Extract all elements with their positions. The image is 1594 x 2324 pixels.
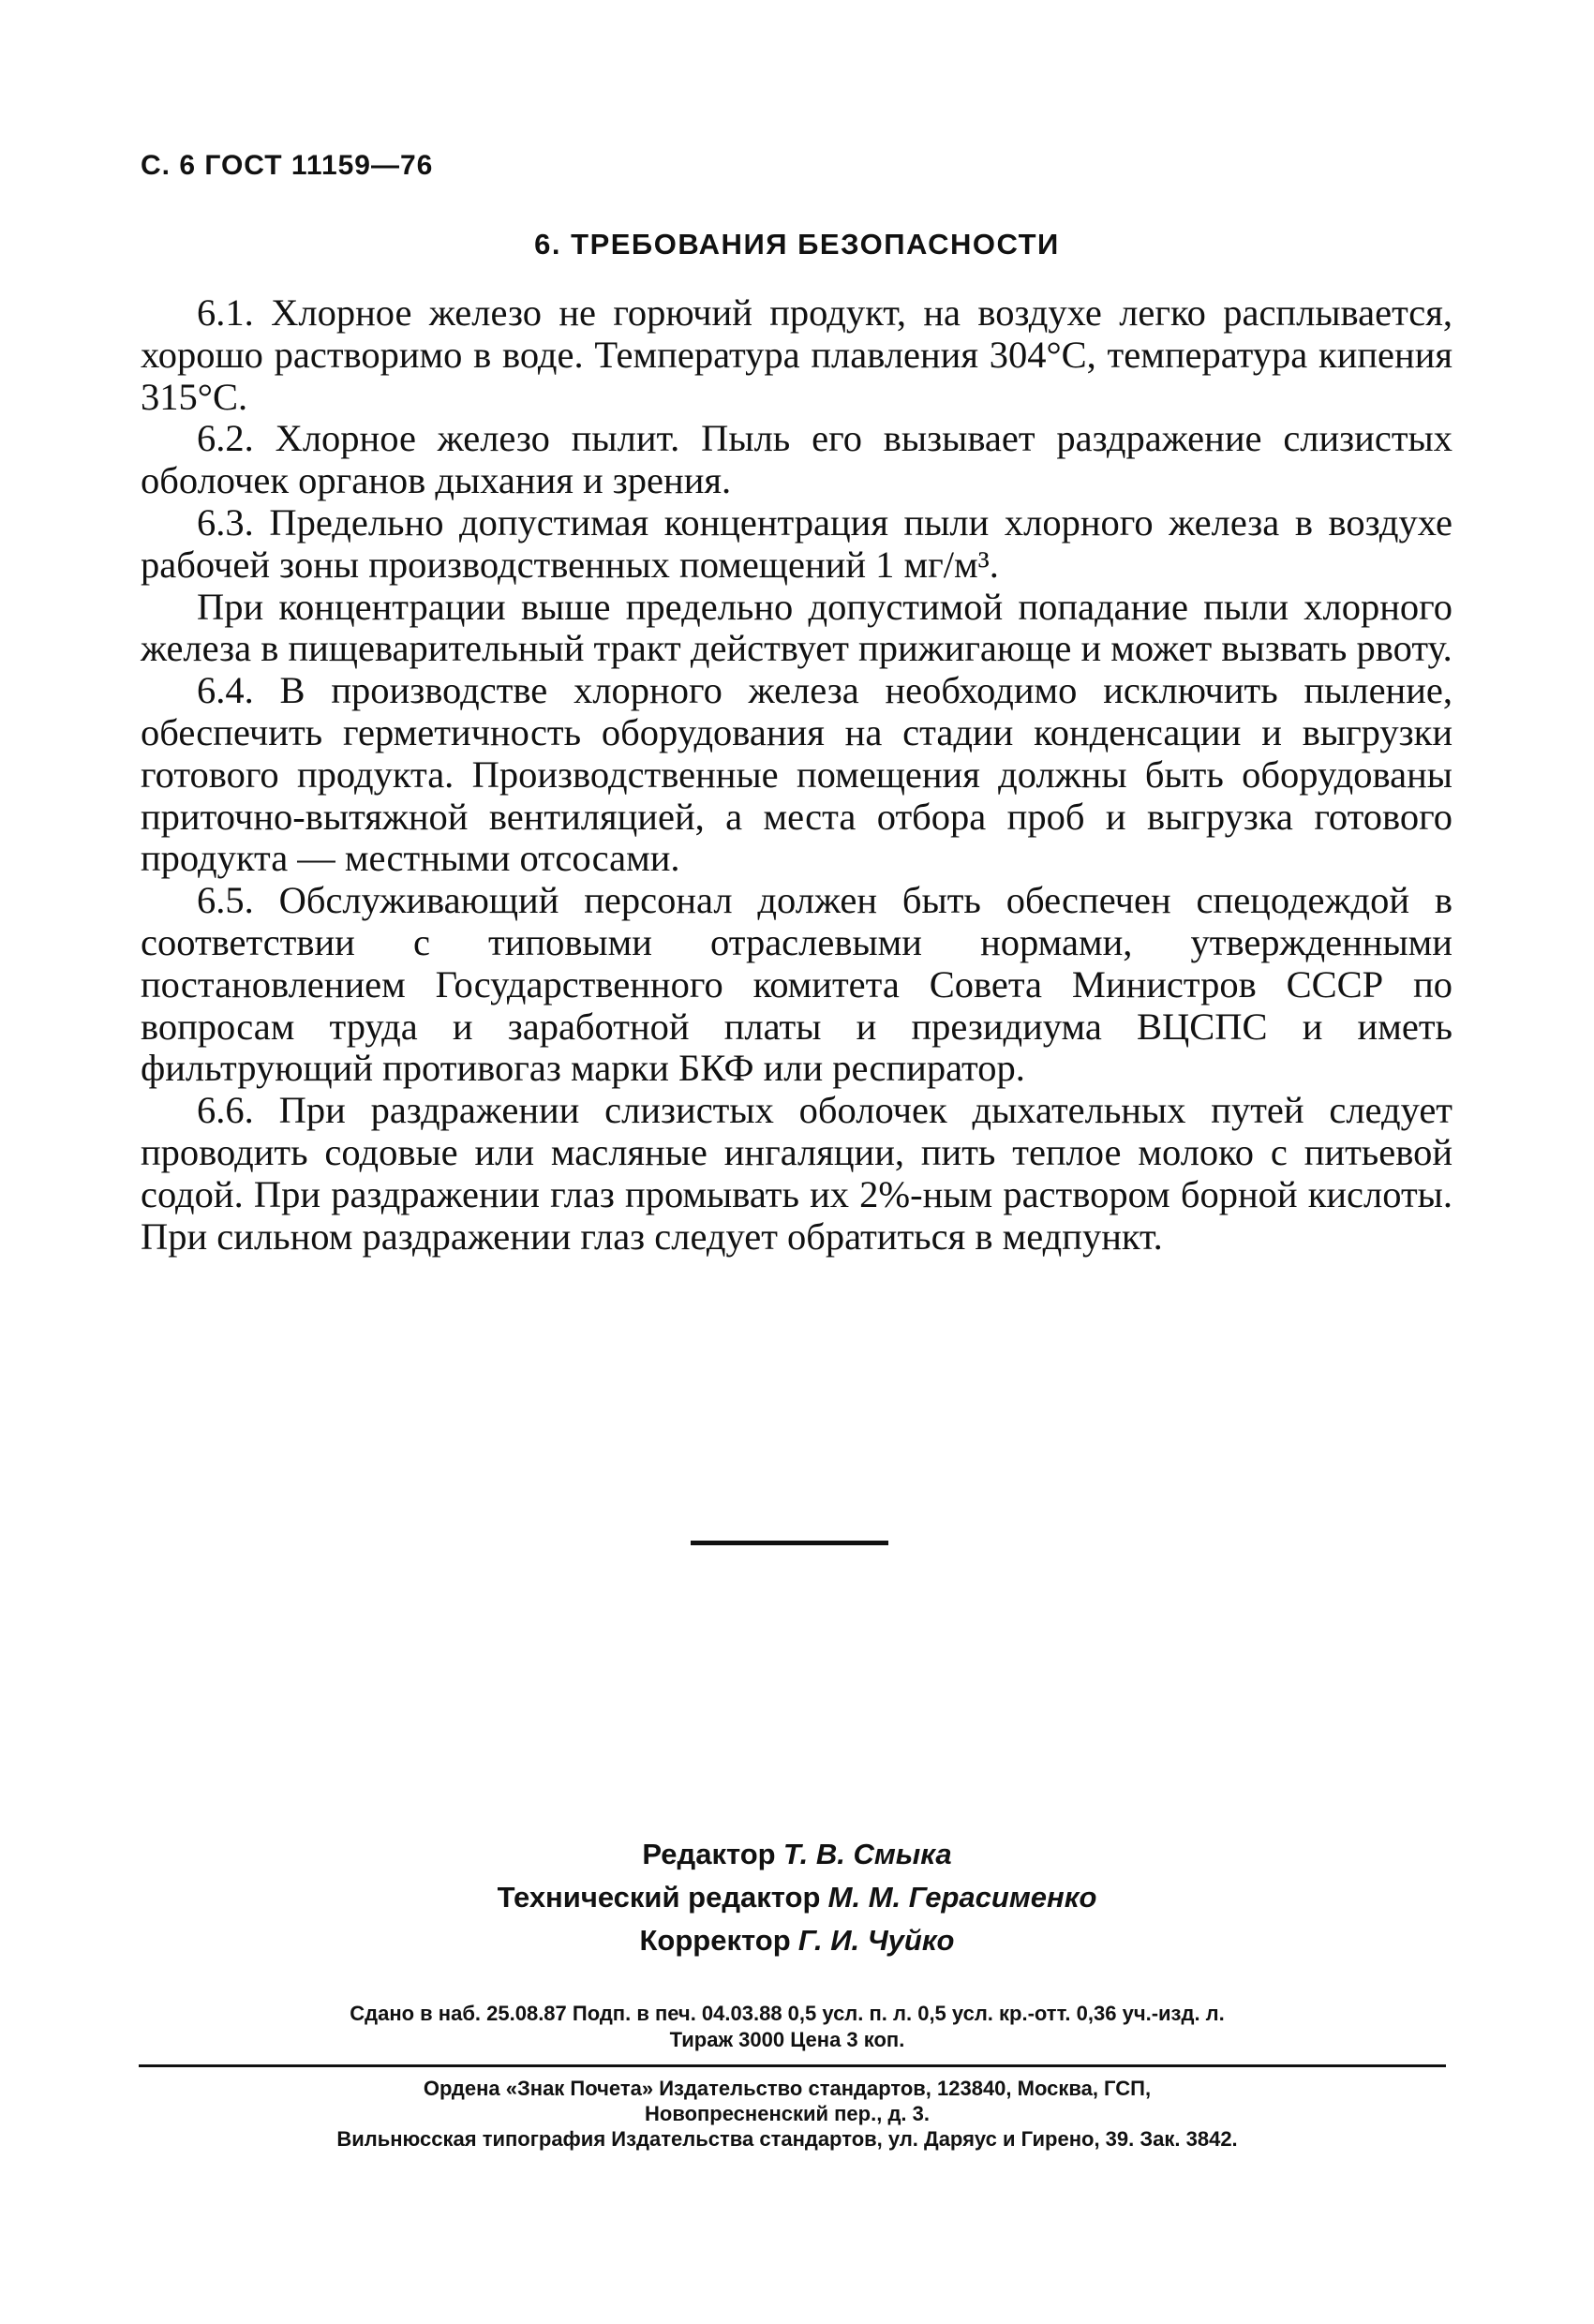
- imprint-line-2: Тираж 3000 Цена 3 коп.: [669, 2028, 905, 2051]
- tech-editor-name: М. М. Герасименко: [827, 1881, 1097, 1914]
- paragraph-6-3-continued: При концентрации выше предельно допустимой попадание пыли хлорного железа в пищеварительный тракт действует прижигающе и может вызвать рвоту.: [141, 585, 1452, 670]
- editor-line: [0, 1833, 1594, 1876]
- paragraph-6-2: 6.2. Хлорное железо пылит. Пыль его вызывает раздражение слизистых оболочек органов дыхания и зрения.: [141, 417, 1452, 502]
- editor-role: Редактор: [642, 1838, 776, 1870]
- credits-block: [0, 1833, 1594, 1962]
- section-title: 6. ТРЕБОВАНИЯ БЕЗОПАСНОСТИ: [534, 228, 1060, 261]
- imprint-line-1: Сдано в наб. 25.08.87 Подп. в печ. 04.03.88 0,5 усл. п. л. 0,5 усл. кр.-отт. 0,36 уч.-изд. л.: [350, 2002, 1225, 2025]
- tech-editor-line: [0, 1876, 1594, 1919]
- paragraph-6-4: 6.4. В производстве хлорного железа необходимо исключить пыление, обеспечить герметичность оборудования на стадии конденсации и выгрузки готового продукта. Производственные помещения должны быть оборудованы приточно-вытяжной вентиляцией, а места отбора проб и выгрузка готового продукта — местными отсосами.: [141, 669, 1452, 880]
- body-text: [141, 292, 1452, 1258]
- page-header: С. 6 ГОСТ 11159—76: [141, 150, 434, 181]
- tech-editor-role: Технический редактор: [497, 1881, 821, 1914]
- publisher-line-1: Ордена «Знак Почета» Издательство стандартов, 123840, Москва, ГСП,: [423, 2077, 1152, 2100]
- editor-name: Т. В. Смыка: [782, 1838, 952, 1870]
- paragraph-6-5: 6.5. Обслуживающий персонал должен быть обеспечен спецодеждой в соответствии с типовыми отраслевыми нормами, утвержденными постановлением Государственного комитета Совета Министров СССР по вопросам труда и заработной платы и президиума ВЦСПС и иметь фильтрующий противогаз марки БКФ или респиратор.: [141, 879, 1452, 1090]
- paragraph-6-3: 6.3. Предельно допустимая концентрация пыли хлорного железа в воздухе рабочей зоны производственных помещений 1 мг/м³.: [141, 500, 1452, 586]
- publisher-line-3: Вильнюсская типография Издательства стандартов, ул. Даряус и Гирено, 39. Зак. 3842.: [336, 2127, 1238, 2151]
- paragraph-6-1: 6.1. Хлорное железо не горючий продукт, на воздухе легко расплывается, хорошо растворимо в воде. Температура плавления 304°С, температура кипения 315°С.: [141, 291, 1452, 418]
- proofreader-name: Г. И. Чуйко: [797, 1924, 955, 1957]
- paragraph-6-6: 6.6. При раздражении слизистых оболочек дыхательных путей следует проводить содовые или масляные ингаляции, пить теплое молоко с питьевой содой. При раздражении глаз промывать их 2%-ным раствором борной кислоты. При сильном раздражении глаз следует обратиться в медпункт.: [141, 1089, 1452, 1258]
- section-divider: [691, 1541, 888, 1545]
- proofreader-role: Корректор: [639, 1924, 791, 1957]
- publisher-line-2: Новопресненский пер., д. 3.: [645, 2102, 930, 2125]
- proofreader-line: [0, 1919, 1594, 1962]
- imprint-rule: [139, 2064, 1446, 2067]
